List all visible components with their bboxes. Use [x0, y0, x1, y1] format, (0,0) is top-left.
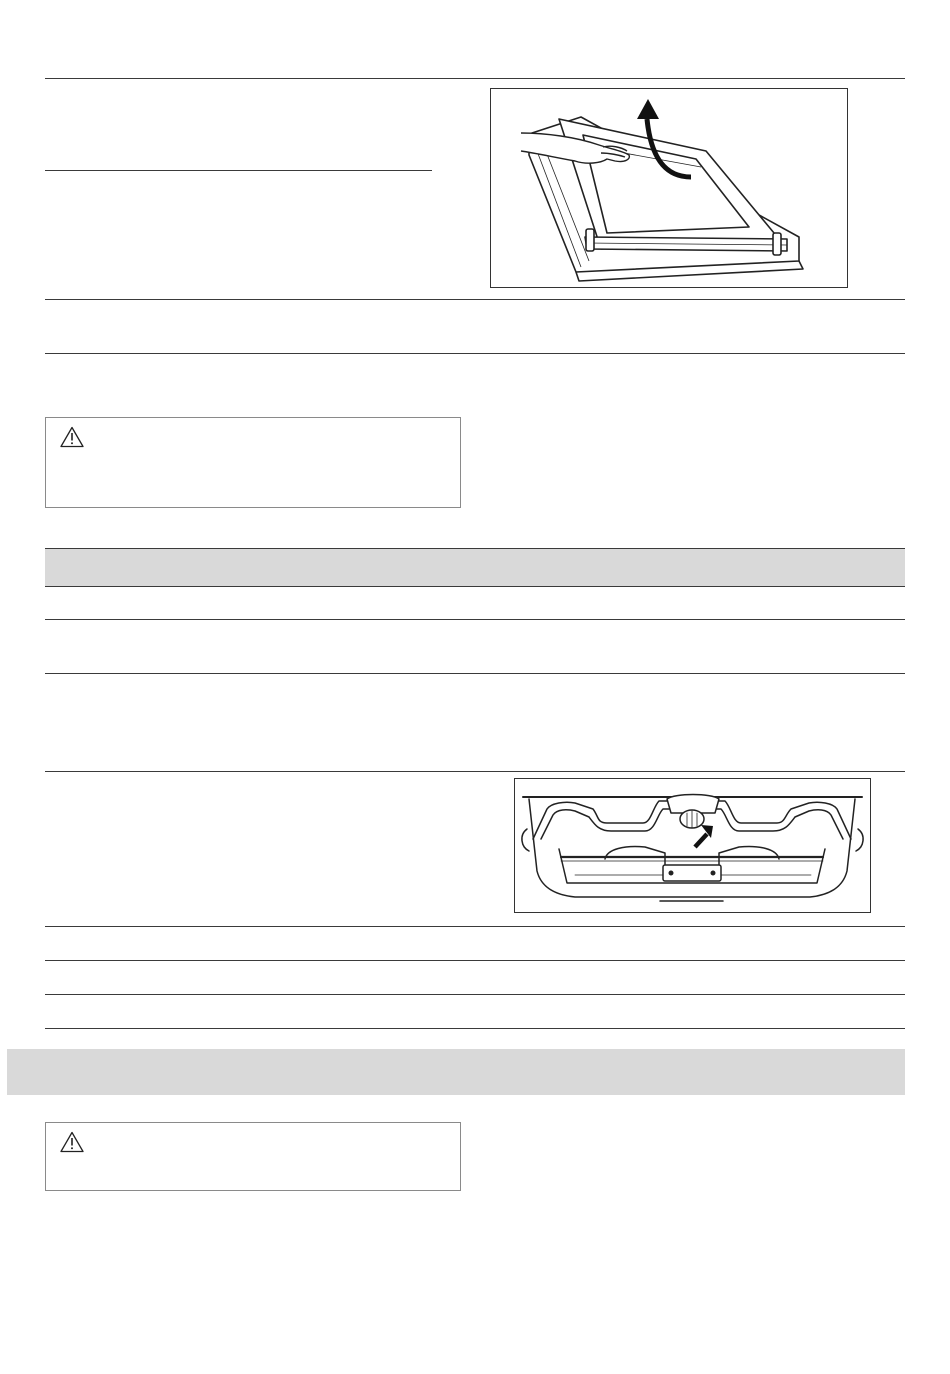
section-rule-top — [45, 78, 905, 79]
warning-box — [45, 417, 461, 508]
table-row-rule — [45, 619, 905, 620]
table-header-band — [45, 548, 905, 587]
section-rule — [45, 771, 905, 772]
section-header-band — [7, 1049, 905, 1095]
table-row-rule — [45, 926, 905, 927]
table-row-rule — [45, 673, 905, 674]
grill-element-figure — [514, 778, 871, 913]
warning-box — [45, 1122, 461, 1191]
section-rule — [45, 299, 905, 300]
table-row-rule — [45, 960, 905, 961]
oven-door-glass-panel-removal-illustration — [491, 89, 847, 287]
oven-grill-heating-element-lamp-illustration — [515, 779, 870, 912]
table-row-rule — [45, 994, 905, 995]
warning-triangle-icon — [60, 1131, 84, 1153]
section-rule — [45, 353, 905, 354]
subsection-rule — [45, 170, 432, 171]
warning-triangle-icon — [60, 426, 84, 448]
door-glass-removal-figure — [490, 88, 848, 288]
table-row-rule — [45, 1028, 905, 1029]
